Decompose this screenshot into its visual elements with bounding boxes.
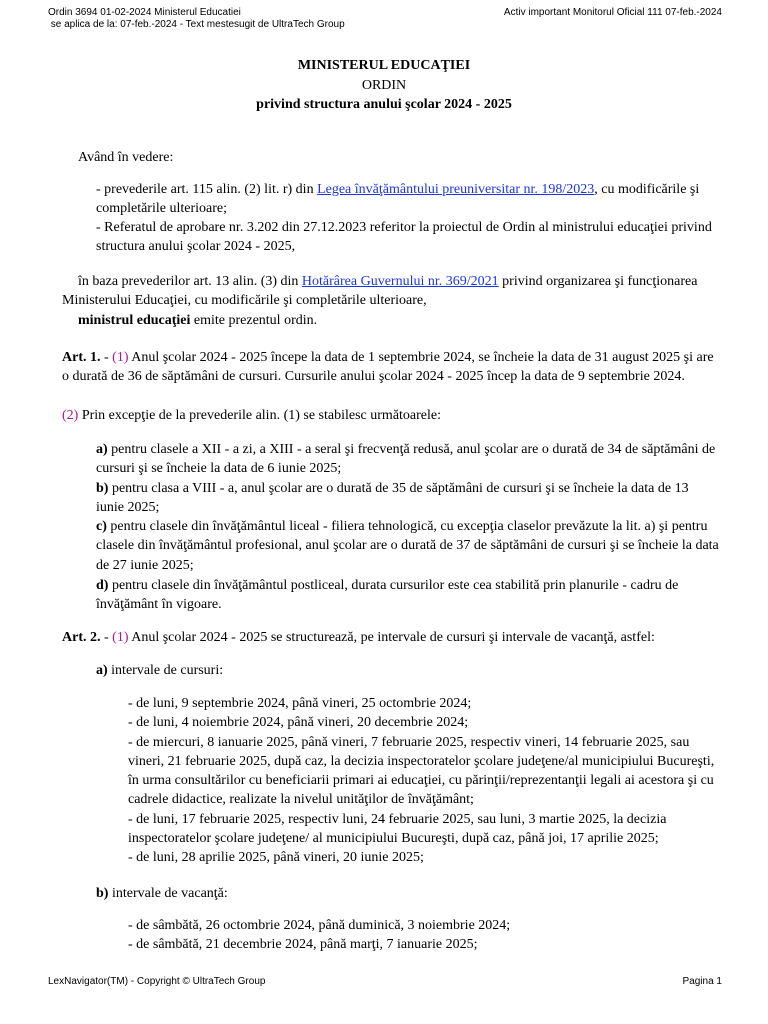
art2-letter-a: a) intervale de cursuri: [96,663,224,678]
vacation-intervals-list [128,916,722,955]
document-title [0,56,768,115]
art2-letter-b: b) intervale de vacanţă: [96,886,228,901]
header-applicability: se aplica de la: 07-feb.-2024 - Text mestesugit de UltraTech Group [48,19,345,30]
art1-letter-b: b) pentru clasa a VIII - a, anul şcolar are o durată de 35 de săptămâni de cursuri şi se încheie la data de 13 iunie 2025; [96,481,689,516]
title-subject: privind structura anului şcolar 2024 - 2025 [256,97,512,112]
page-header-left [48,7,345,31]
art1-letter-c: c) pentru clasele din învăţământul liceal - filiera tehnologică, cu excepţia claselor prevăzute la lit. a) şi pentru clasele din învăţământul profesional, anul şcolar are o durată de 37 de săptămâni de cursuri şi se încheie la data de 27 iunie 2025; [96,519,719,573]
art1-letter-d: d) pentru clasele din învăţământul postliceal, durata cursurilor este cea stabilită prin planurile - cadru de învăţământ în vigoare. [96,578,679,613]
art1-p2-number: (2) [62,408,79,423]
preamble-issuer: ministrul educaţiei emite prezentul ordin. [78,313,318,328]
law-198-2023-link[interactable]: Legea învăţământului preuniversitar nr. 198/2023 [317,182,595,197]
list-item: - de sâmbătă, 21 decembrie 2024, până marţi, 7 ianuarie 2025; [128,937,478,953]
list-item: - de miercuri, 8 ianuarie 2025, până vineri, 7 februarie 2025, respectiv vineri, 14 februarie 2025, sau vineri, 21 februarie 2025, după caz, la decizia inspectoratelor şcolare judeţene/al municipiului Bucureşti, în urma consultărilor cu beneficiarii primari ai educaţiei, cu părinţii/reprezentanţii legali ai acestora şi cu cadrele didactice, realizate la nivelul unităţilor de învăţământ; [128,734,715,808]
header-document-id: Ordin 3694 01-02-2024 Ministerul Educatiei [48,7,241,18]
title-ministry: MINISTERUL EDUCAŢIEI [297,58,471,73]
list-item: - de luni, 28 aprilie 2025, până vineri, 20 iunie 2025; [128,850,424,866]
list-item: - de luni, 4 noiembrie 2024, până vineri, 20 decembrie 2024; [128,715,469,731]
art1-paragraph-2: (2) Prin excepţie de la prevederile alin. (1) se stabilesc următoarele: [62,408,442,423]
art1-label: Art. 1. [62,350,101,365]
art2-p1-number: (1) [112,630,129,645]
course-intervals-list [128,694,722,868]
art1-paragraph-1: Art. 1. - (1) Anul şcolar 2024 - 2025 începe la data de 1 septembrie 2024, se încheie la data de 31 august 2025 şi are o durată de 36 de săptămâni de cursuri. Cursurile anului şcolar 2024 - 2025 încep la data de 9 septembrie 2024. [62,350,714,385]
header-official-monitor: Activ important Monitorul Oficial 111 07-feb.-2024 [503,7,722,18]
list-item: - de luni, 17 februarie 2025, respectiv luni, 24 februarie 2025, sau luni, 3 martie 2025, la decizia inspectoratelor şcolare judeţene/ al municipiului Bucureşti, după caz, până joi, 17 aprilie 2025; [128,811,667,847]
art2-label: Art. 2. [62,630,101,645]
preamble-basis: în baza prevederilor art. 13 alin. (3) din Hotărârea Guvernului nr. 369/2021 privind organizarea şi funcţionarea Ministerului Educaţiei, cu modificările şi completările ulterioare, [62,274,698,309]
preamble-intro: Având în vedere: [78,150,174,165]
list-item: - de sâmbătă, 26 octombrie 2024, până duminică, 3 noiembrie 2024; [128,918,511,933]
preamble-item-law: - prevederile art. 115 alin. (2) lit. r) din Legea învăţământului preuniversitar nr. 198/2023, cu modificările şi completările ulterioare; [96,182,700,217]
list-item: - de luni, 9 septembrie 2024, până vineri, 25 octombrie 2024; [128,696,472,711]
art2-paragraph-1: Art. 2. - (1) Anul şcolar 2024 - 2025 se structurează, pe intervale de cursuri şi intervale de vacanţă, astfel: [62,630,655,645]
preamble-item-report: - Referatul de aprobare nr. 3.202 din 27.12.2023 referitor la proiectul de Ordin al ministrului educaţiei privind structura anului şcolar 2024 - 2025, [96,220,712,255]
hg-369-2021-link[interactable]: Hotărârea Guvernului nr. 369/2021 [301,274,499,289]
footer-copyright: LexNavigator(TM) - Copyright © UltraTech Group [48,976,266,987]
title-doc-type: ORDIN [361,77,407,93]
page-number: Pagina 1 [682,976,722,987]
art1-p1-number: (1) [112,350,129,365]
art1-letter-a: a) pentru clasele a XII - a zi, a XIII - a seral şi frecvenţă redusă, anul şcolar are o durată de 34 de săptămâni de cursuri şi se încheie la data de 6 iunie 2025; [96,442,716,477]
